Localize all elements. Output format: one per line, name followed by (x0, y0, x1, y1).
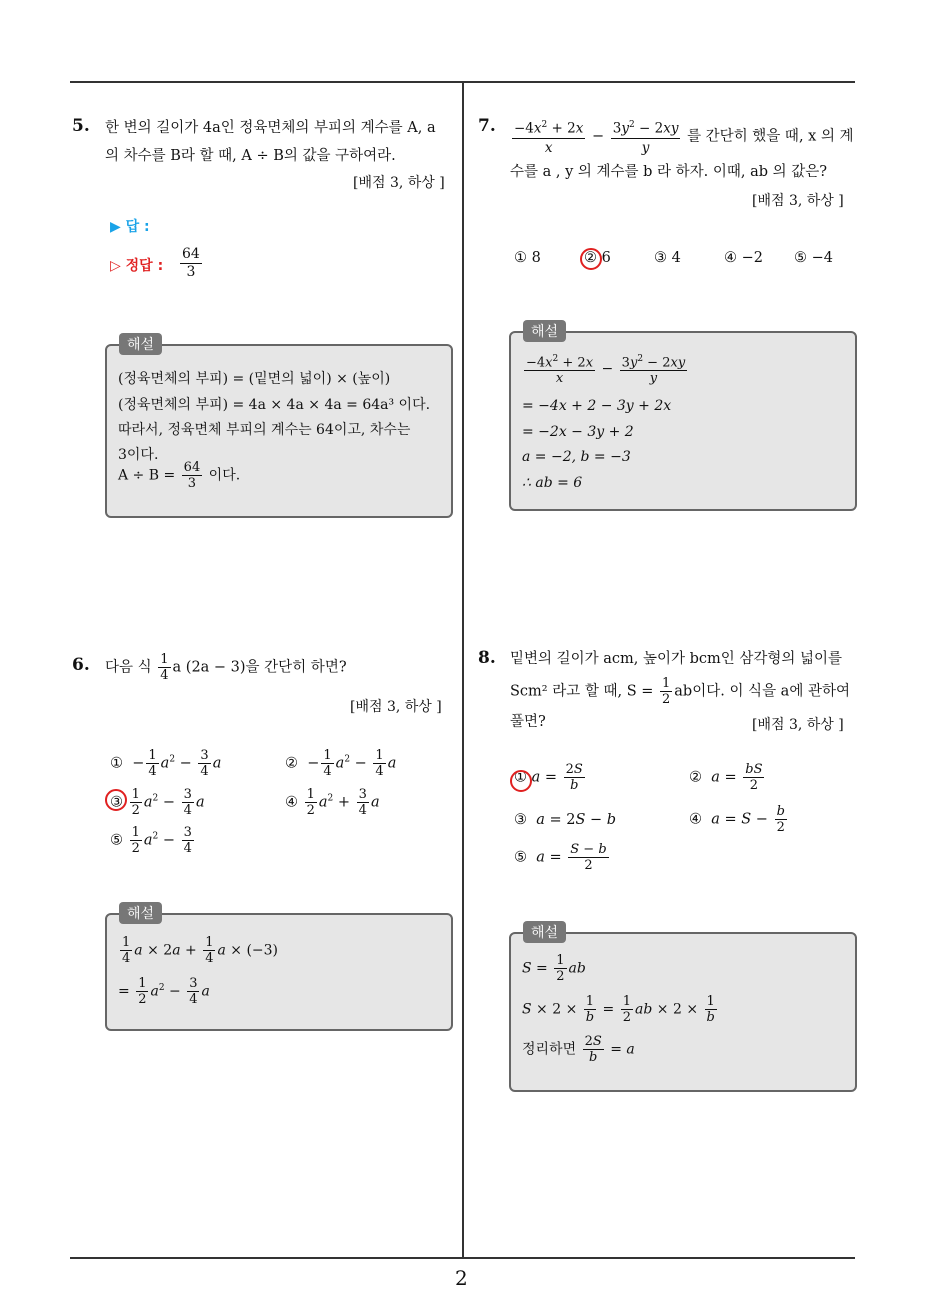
q5-sol-line1: (정육면체의 부피) = (밑면의 넓이) × (높이) (118, 371, 391, 387)
q8-selected-mark (510, 770, 532, 792)
q7-stem-line2: 수를 a , y 의 계수를 b 라 하자. 이때, ab 의 값은? (510, 164, 828, 180)
q6-selected-mark (105, 789, 127, 811)
q5-number: 5. (72, 116, 90, 136)
bottom-rule (70, 1257, 855, 1259)
q5-stem-line2: 의 차수를 B라 할 때, A ÷ B의 값을 구하여라. (105, 148, 396, 164)
q8-option-3[interactable]: ③ a = 2S − b (514, 812, 617, 828)
q7-sol-line5: ∴ ab = 6 (522, 475, 583, 491)
q8-stem-line1: 밑변의 길이가 acm, 높이가 bcm인 삼각형의 넓이를 (510, 651, 843, 667)
q6-option-1[interactable]: ① − $\frac{1}{4}$ $a^2$ − $\frac{3}{4}$ a (110, 748, 222, 779)
q7-number: 7. (478, 116, 496, 136)
q7-score: [배점 3, 하상 ] (752, 193, 844, 209)
q6-sol-line1: $\frac{1}{4}$ a × 2a + $\frac{1}{4}$ a × (−3) (122, 935, 279, 966)
q8-sol-line2: S × 2 × $\frac{1}{b}$ = $\frac{1}{2}$ ab × 2 × $\frac{1}{b}$ (522, 994, 715, 1025)
q8-stem-line2: Scm² 라고 할 때, S = $\frac{1}{2}$ ab이다. 이 식을 a에 관하여 (510, 676, 850, 707)
column-divider (462, 81, 464, 1259)
q6-solution-tag: 해설 (119, 902, 162, 924)
q7-stem-line1: $\frac{-4x^2 + 2x}{x}$ − $\frac{3y^2 - 2xy}{y}$ 를 간단히 했을 때, x 의 계 (510, 116, 854, 157)
q7-option-3[interactable]: ③ 4 (654, 250, 681, 266)
q8-option-2[interactable]: ② a = $\frac{bS}{2}$ (689, 762, 763, 793)
q6-number: 6. (72, 655, 90, 675)
q5-correct-value: $\frac{64}{3}$ (182, 246, 200, 280)
q8-option-1[interactable]: ① a = $\frac{2S}{b}$ (514, 762, 583, 793)
q5-score: [배점 3, 하상 ] (353, 175, 445, 191)
q7-option-2[interactable]: ② 6 (584, 250, 611, 266)
q8-option-4[interactable]: ④ a = S − $\frac{b}{2}$ (689, 804, 785, 835)
q7-selected-mark (580, 248, 602, 270)
q6-stem: 다음 식 $\frac{1}{4}$ a (2a − 3)을 간단히 하면? (105, 652, 347, 683)
q6-option-3[interactable]: ③ $\frac{1}{2}$ $a^2$ − $\frac{3}{4}$ a (110, 787, 205, 818)
q8-number: 8. (478, 648, 496, 668)
q5-sol-line4: 3이다. (118, 447, 159, 463)
q7-sol-line1: $\frac{-4x^2 + 2x}{x}$ − $\frac{3y^2 - 2xy}{y}$ (526, 354, 686, 387)
q7-sol-line2: = −4x + 2 − 3y + 2x (522, 398, 672, 414)
q8-stem-line3: 풀면? (510, 714, 546, 730)
q6-option-2[interactable]: ② − $\frac{1}{4}$ $a^2$ − $\frac{1}{4}$ a (285, 748, 397, 779)
q5-answer-label: ▶ 답 : (110, 219, 150, 235)
q8-sol-line3: 정리하면 $\frac{2S}{b}$ = a (522, 1034, 635, 1065)
q6-option-4[interactable]: ④ $\frac{1}{2}$ $a^2$ + $\frac{3}{4}$ a (285, 787, 380, 818)
q6-sol-line2: = $\frac{1}{2}$ $a^2$ − $\frac{3}{4}$ a (118, 976, 210, 1007)
q7-solution-tag: 해설 (523, 320, 566, 342)
q7-option-4[interactable]: ④ −2 (724, 250, 763, 266)
q7-option-1[interactable]: ① 8 (514, 250, 541, 266)
q6-score: [배점 3, 하상 ] (350, 699, 442, 715)
q5-correct-label: ▷ 정답 : (110, 258, 164, 274)
q7-sol-line4: a = −2, b = −3 (522, 449, 631, 465)
q7-sol-line3: = −2x − 3y + 2 (522, 424, 634, 440)
q5-sol-line5: A ÷ B = $\frac{64}{3}$ 이다. (118, 460, 241, 491)
q8-score: [배점 3, 하상 ] (752, 717, 844, 733)
q5-sol-line2: (정육면체의 부피) = 4a × 4a × 4a = 64a³ 이다. (118, 397, 431, 413)
q6-option-5[interactable]: ⑤ $\frac{1}{2}$ $a^2$ − $\frac{3}{4}$ (110, 825, 192, 856)
q7-option-5[interactable]: ⑤ −4 (794, 250, 833, 266)
q5-sol-line3: 따라서, 정육면체 부피의 계수는 64이고, 차수는 (118, 422, 411, 438)
q5-stem-line1: 한 변의 길이가 4a인 정육면체의 부피의 계수를 A, a (105, 120, 436, 136)
q5-solution-tag: 해설 (119, 333, 162, 355)
q8-sol-line1: S = $\frac{1}{2}$ ab (522, 953, 586, 984)
q8-option-5[interactable]: ⑤ a = $\frac{S - b}{2}$ (514, 842, 607, 873)
q8-solution-tag: 해설 (523, 921, 566, 943)
q6-solution-box (105, 913, 453, 1031)
page-number: 2 (455, 1266, 468, 1290)
